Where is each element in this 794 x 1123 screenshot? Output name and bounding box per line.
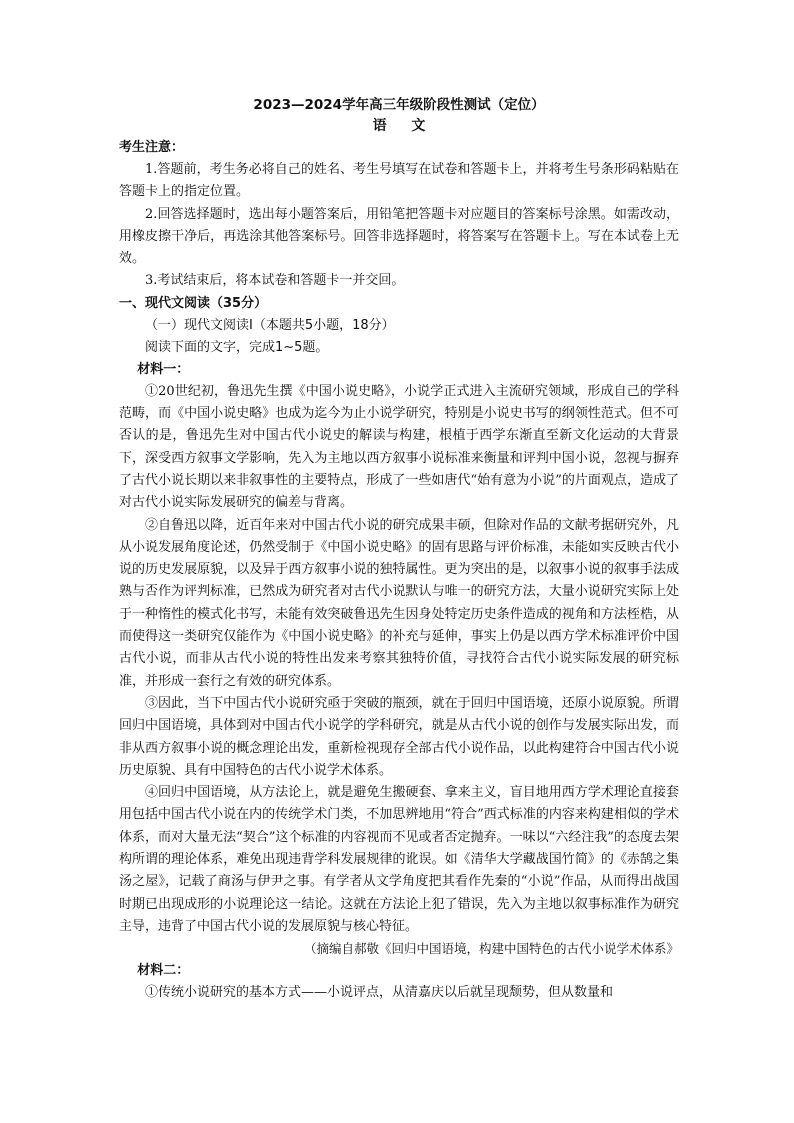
reading-instruction: 阅读下面的文字，完成1~5题。 [145, 339, 329, 355]
exam-page [119, 95, 679, 1005]
material-1-paragraph-3: ③因此，当下中国古代小说研究亟于突破的瓶颈，就在于回归中国语境，还原小说原貌。所谓回归中国语境，具体到对中国古代小说学的学科研究，就是从古代小说的创作与发展实际出发，而非从西方叙事小说的概念理论出发，重新检视现存全部古代小说作品，以此构建符合中国古代小说历史原貌、具有中国特色的古代小说学术体系。 [119, 695, 679, 778]
material-2-paragraph-1: ①传统小说研究的基本方式——小说评点，从清嘉庆以后就呈现颓势，但从数量和 [145, 985, 614, 1001]
notice-item-2: 2.回答选择题时，选出每小题答案后，用铅笔把答题卡对应题目的答案标号涂黑。如需改动，用橡皮擦干净后，再选涂其他答案标号。回答非选择题时，将答案写在答题卡上。写在本试卷上无效。 [119, 206, 679, 267]
exam-subject: 语 文 [372, 118, 436, 134]
notice-heading: 考生注意： [119, 140, 185, 155]
notice-item-1: 1.答题前，考生务必将自己的姓名、考生号填写在试卷和答题卡上，并将考生号条形码粘贴在答题卡上的指定位置。 [119, 162, 679, 200]
material-1-paragraph-1: ①20世纪初，鲁迅先生撰《中国小说史略》，小说学正式进入主流研究领域，形成自己的学科范畴，而《中国小说史略》也成为迄今为止小说学研究，特别是小说史书写的纲领性范式。但不可否认的是，鲁迅先生对中国古代小说史的解读与构建，根植于西学东渐直至新文化运动的大背景下，深受西方叙事文学影响，先入为主地以西方叙事小说标准来衡量和评判中国小说，忽视与摒弃了古代小说长期以来非叙事性的主要特点，形成了一些如唐代“始有意为小说”的片面观点，造成了对古代小说实际发展研究的偏差与背离。 [119, 383, 679, 511]
exam-title: 2023—2024学年高三年级阶段性测试（定位） [253, 97, 545, 113]
material-1-source: （摘编自郝敬《回归中国语境，构建中国特色的古代小说学术体系》 [303, 941, 679, 957]
material-1-paragraph-4: ④回归中国语境，从方法论上，就是避免生搬硬套、拿来主义，盲目地用西方学术理论直接套用包括中国古代小说在内的传统学术门类，不加思辨地用“符合”西式标准的内容来构建相似的学术体系，而对大量无法“契合”这个标准的内容视而不见或者否定抛弃。一味以“六经注我”的态度去架构所谓的理论体系，难免出现违背学科发展规律的讹误。如《清华大学藏战国竹简》的《赤鹄之集汤之屋》，记载了商汤与伊尹之事。有学者从文学角度把其看作先秦的“小说”作品，从而得出战国时期已出现成形的小说理论这一结论。这就在方法论上犯了错误，先入为主地以叙事标准作为研究主导，违背了中国古代小说的发展原貌与核心特征。 [119, 785, 679, 934]
section-heading: 一、现代文阅读（35分） [119, 295, 268, 311]
sub-section-heading: （一）现代文阅读Ⅰ（本题共5小题，18分） [145, 317, 395, 333]
material-2-label: 材料二： [137, 963, 190, 979]
material-1-label: 材料一： [137, 361, 190, 377]
notice-item-3: 3.考试结束后，将本试卷和答题卡一并交回。 [145, 273, 405, 289]
material-1-paragraph-2: ②自鲁迅以降，近百年来对中国古代小说的研究成果丰硕，但除对作品的文献考据研究外，凡从小说发展角度论述，仍然受制于《中国小说史略》的固有思路与评价标准，未能如实反映古代小说的历史发展原貌，以及异于西方叙事小说的独特属性。更为突出的是，以叙事小说的叙事手法成熟与否作为评判标准，已然成为研究者对古代小说默认与唯一的研究方法，大量小说研究实际上处于一种惰性的模式化书写，未能有效突破鲁迅先生因身处特定历史条件造成的视角和方法桎梏，从而使得这一类研究仅能作为《中国小说史略》的补充与延伸，事实上仍是以西方学术标准评价中国古代小说，而非从古代小说的特性出发来考察其独特价值，寻找符合古代小说实际发展的研究标准，并形成一套行之有效的研究体系。 [119, 517, 679, 689]
